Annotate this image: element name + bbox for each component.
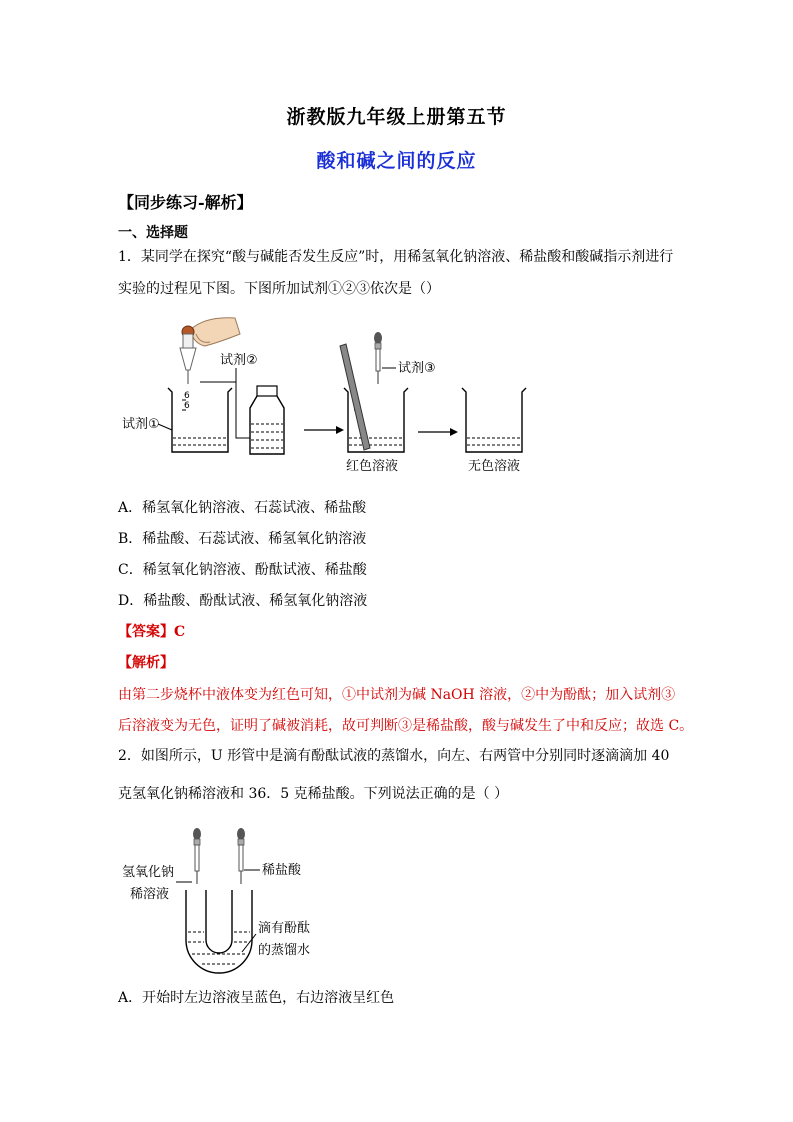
q1-answer: 【答案】C [118,624,186,640]
q1-option-a: A．稀氢氧化钠溶液、石蕊试液、稀盐酸 [118,500,367,516]
svg-text:6: 6 [184,401,190,411]
svg-text:6: 6 [184,391,190,401]
q2-option-a: A．开始时左边溶液呈蓝色，右边溶液呈红色 [118,990,395,1006]
q1-analysis-line1: 由第二步烧杯中液体变为红色可知，①中试剂为碱 NaOH 溶液，②中为酚酞；加入试剂③ [118,687,676,703]
u-tube [186,890,252,973]
left-label-line2: 稀溶液 [130,887,170,902]
right-dropper [237,828,245,884]
q1-option-c: C．稀氢氧化钠溶液、酚酞试液、稀盐酸 [118,562,367,578]
right-label: 稀盐酸 [262,863,302,878]
beaker-3 [462,388,526,452]
page-subtitle: 酸和碱之间的反应 [316,150,477,172]
q2-stem-line2: 克氢氧化钠稀溶液和 36．5 克稀盐酸。下列说法正确的是（ ） [118,786,509,802]
water-label-line1: 滴有酚酞 [258,921,311,936]
q1-experiment-figure [110,312,540,482]
reagent-bottle [250,386,284,454]
q1-analysis-label: 【解析】 [118,655,174,671]
reagent2-label: 试剂② [220,353,258,368]
section-subheading: 一、选择题 [118,225,188,241]
page-title: 浙教版九年级上册第五节 [286,106,507,128]
colorless-solution-label: 无色溶液 [468,459,521,474]
section-heading: 【同步练习-解析】 [118,193,253,212]
reagent1-label: 试剂① [122,417,160,432]
red-solution-label: 红色溶液 [346,459,399,474]
q1-stem-line2: 实验的过程见下图。下图所加试剂①②③依次是（） [118,281,440,297]
left-label-line1: 氢氧化钠 [122,865,175,880]
dropper-3 [374,332,382,384]
q1-option-b: B．稀盐酸、石蕊试液、稀氢氧化钠溶液 [118,531,367,547]
beaker-1 [168,388,232,452]
q1-option-d: D．稀盐酸、酚酞试液、稀氢氧化钠溶液 [118,593,368,609]
q1-stem-line1: 1．某同学在探究“酸与碱能否发生反应”时，用稀氢氧化钠溶液、稀盐酸和酸碱指示剂进行 [118,249,674,265]
q2-u-tube-figure [110,820,370,980]
q2-stem-line1: 2．如图所示，U 形管中是滴有酚酞试液的蒸馏水，向左、右两管中分别同时逐滴滴加 40 [118,748,670,764]
reagent3-label: 试剂③ [398,361,436,376]
q1-analysis-line2: 后溶液变为无色，证明了碱被消耗，故可判断③是稀盐酸，酸与碱发生了中和反应；故选 C。 [118,718,694,734]
dropper-1 [180,334,196,411]
water-label-line2: 的蒸馏水 [258,943,311,958]
left-dropper [193,828,201,884]
